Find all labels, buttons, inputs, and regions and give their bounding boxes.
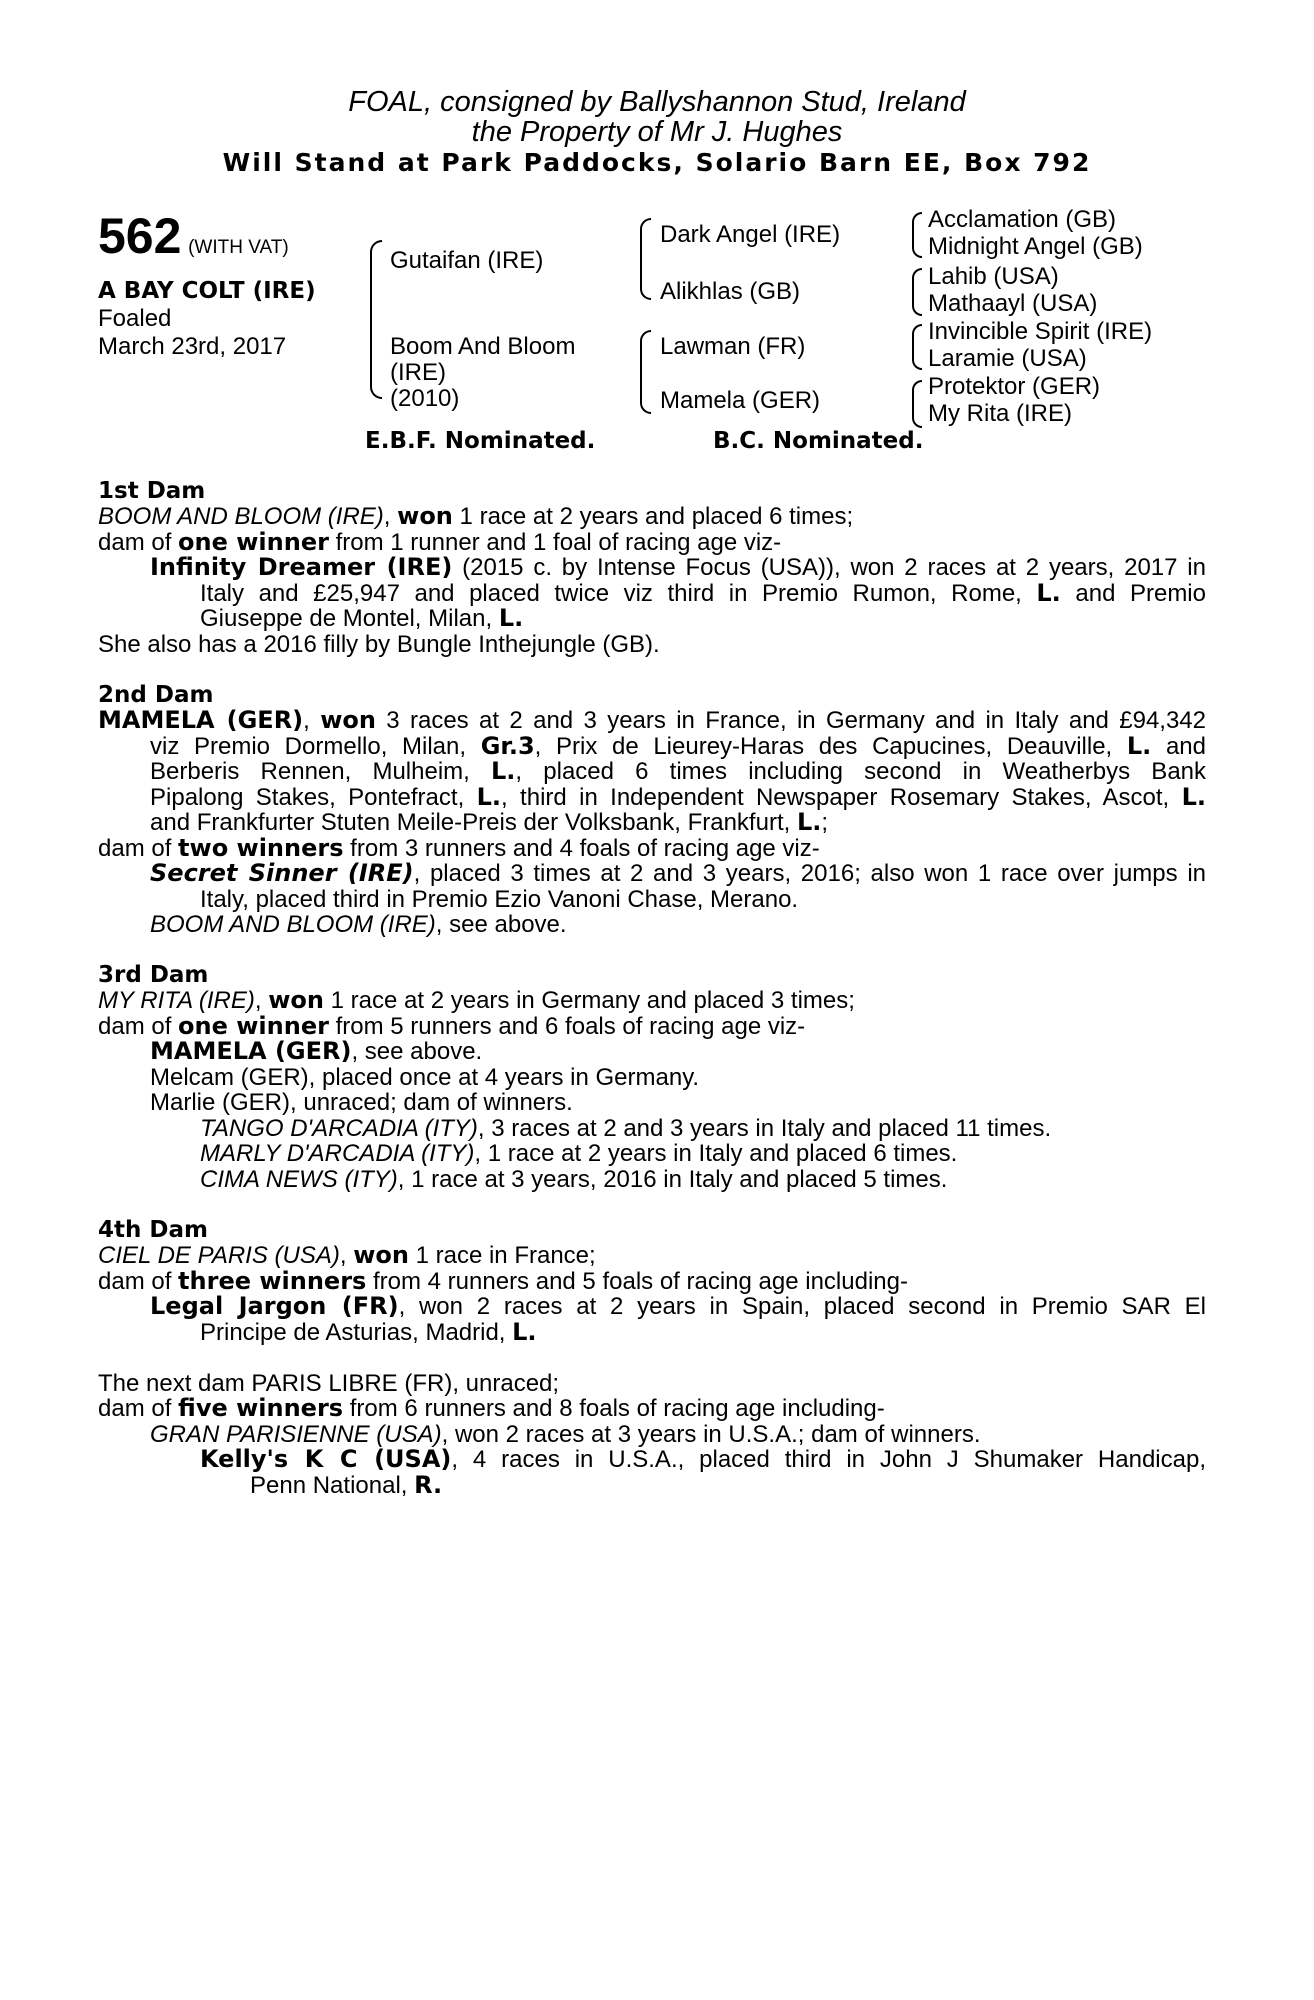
foaled-date: March 23rd, 2017 — [98, 333, 287, 360]
lot-number: 562 — [98, 208, 182, 264]
next-dam-line: The next dam PARIS LIBRE (FR), unraced; — [98, 1370, 560, 1397]
pedigree-dam-sire: Lawman (FR) — [660, 333, 806, 360]
dam1-line: BOOM AND BLOOM (IRE), won 1 race at 2 years and placed 6 times; — [98, 502, 854, 530]
pedigree-gen3-8: My Rita (IRE) — [928, 400, 1072, 427]
dam2-line: dam of two winners from 3 runners and 4 foals of racing age viz- — [98, 834, 820, 862]
dam1-line: Italy and £25,947 and placed twice viz third in Premio Rumon, Rome, L. and Premio — [200, 579, 1206, 607]
dam4-line: Legal Jargon (FR), won 2 races at 2 years in Spain, placed second in Premio SAR El — [150, 1292, 1206, 1320]
dam2-heading: 2nd Dam — [98, 682, 214, 708]
pedigree-sire: Gutaifan (IRE) — [390, 247, 544, 274]
pedigree-gen3-6: Laramie (USA) — [928, 345, 1087, 372]
property-line: the Property of Mr J. Hughes — [471, 116, 843, 148]
lot-block — [98, 207, 289, 265]
pedigree-gen3-7: Protektor (GER) — [928, 373, 1101, 400]
dam3-line: MY RITA (IRE), won 1 race at 2 years in Germany and placed 3 times; — [98, 986, 855, 1014]
pedigree-gen3-2: Midnight Angel (GB) — [928, 233, 1143, 260]
ebf-nominated: E.B.F. Nominated. — [365, 428, 596, 454]
pedigree-brace-4 — [912, 380, 922, 428]
dam4-heading: 4th Dam — [98, 1217, 208, 1243]
dam1-line: dam of one winner from 1 runner and 1 foal of racing age viz- — [98, 528, 782, 556]
stabling-line: Will Stand at Park Paddocks, Solario Barn EE, Box 792 — [222, 148, 1092, 177]
foaled-label: Foaled — [98, 305, 172, 332]
pedigree-gen3-5: Invincible Spirit (IRE) — [928, 318, 1153, 345]
pedigree-dam-country: (IRE) — [390, 359, 446, 386]
pedigree-brace-3 — [912, 324, 922, 370]
vat-label: (WITH VAT) — [188, 237, 289, 258]
next-dam-line: dam of five winners from 6 runners and 8 foals of racing age including- — [98, 1394, 885, 1422]
dam1-line: She also has a 2016 filly by Bungle Inthejungle (GB). — [98, 631, 660, 658]
dam2-line: Italy, placed third in Premio Ezio Vanoni Chase, Merano. — [200, 886, 799, 913]
dam3-line: TANGO D'ARCADIA (ITY), 3 races at 2 and 3 years in Italy and placed 11 times. — [200, 1115, 1052, 1142]
dam4-line: CIEL DE PARIS (USA), won 1 race in France; — [98, 1241, 596, 1269]
pedigree-brace-sire — [640, 218, 651, 300]
consignor-line: FOAL, consigned by Ballyshannon Stud, Ireland — [348, 86, 966, 118]
dam2-line: BOOM AND BLOOM (IRE), see above. — [150, 911, 567, 938]
dam3-line: MAMELA (GER), see above. — [150, 1037, 483, 1065]
next-dam-line: Penn National, R. — [250, 1471, 443, 1499]
dam3-line: Marlie (GER), unraced; dam of winners. — [150, 1089, 573, 1116]
pedigree-brace-1 — [912, 212, 922, 258]
pedigree-dam-dam: Mamela (GER) — [660, 387, 821, 414]
pedigree-brace-main — [370, 240, 382, 399]
next-dam-line: Kelly's K C (USA), 4 races in U.S.A., placed third in John J Shumaker Handicap, — [200, 1445, 1206, 1473]
dam2-line: Secret Sinner (IRE), placed 3 times at 2 and 3 years, 2016; also won 1 race over jumps in — [150, 859, 1206, 887]
next-dam-line: GRAN PARISIENNE (USA), won 2 races at 3 years in U.S.A.; dam of winners. — [150, 1421, 981, 1448]
pedigree-dam-name: Boom And Bloom — [390, 333, 576, 360]
dam2-line: Pipalong Stakes, Pontefract, L., third in Independent Newspaper Rosemary Stakes, Ascot, L. — [150, 783, 1207, 811]
dam4-line: dam of three winners from 4 runners and 5 foals of racing age including- — [98, 1267, 908, 1295]
dam3-line: CIMA NEWS (ITY), 1 race at 3 years, 2016 in Italy and placed 5 times. — [200, 1166, 948, 1193]
dam1-heading: 1st Dam — [98, 478, 206, 504]
pedigree-brace-dam — [640, 330, 651, 414]
dam4-line: Principe de Asturias, Madrid, L. — [200, 1318, 537, 1346]
dam1-line: Giuseppe de Montel, Milan, L. — [200, 604, 524, 632]
pedigree-dam-year: (2010) — [390, 385, 460, 412]
pedigree-gen3-1: Acclamation (GB) — [928, 206, 1117, 233]
dam3-line: MARLY D'ARCADIA (ITY), 1 race at 2 years in Italy and placed 6 times. — [200, 1140, 958, 1167]
dam3-heading: 3rd Dam — [98, 962, 209, 988]
lot-title: A BAY COLT (IRE) — [98, 278, 316, 304]
dam3-line: dam of one winner from 5 runners and 6 foals of racing age viz- — [98, 1012, 806, 1040]
dam2-line: Berberis Rennen, Mulheim, L., placed 6 times including second in Weatherbys Bank — [150, 757, 1207, 785]
dam2-line: and Frankfurter Stuten Meile-Preis der Volksbank, Frankfurt, L.; — [150, 808, 829, 836]
pedigree-sire-dam: Alikhlas (GB) — [660, 278, 801, 305]
pedigree-gen3-4: Mathaayl (USA) — [928, 290, 1098, 317]
pedigree-sire-sire: Dark Angel (IRE) — [660, 221, 841, 248]
dam3-line: Melcam (GER), placed once at 4 years in Germany. — [150, 1064, 700, 1091]
bc-nominated: B.C. Nominated. — [713, 428, 924, 454]
dam2-line: viz Premio Dormello, Milan, Gr.3, Prix de Lieurey-Haras des Capucines, Deauville, L. and — [150, 732, 1207, 760]
dam1-line: Infinity Dreamer (IRE) (2015 c. by Intense Focus (USA)), won 2 races at 2 years, 2017 in — [150, 553, 1206, 581]
pedigree-brace-2 — [912, 268, 922, 316]
dam2-line: MAMELA (GER), won 3 races at 2 and 3 years in France, in Germany and in Italy and £94,342 — [98, 706, 1206, 734]
pedigree-gen3-3: Lahib (USA) — [928, 263, 1059, 290]
